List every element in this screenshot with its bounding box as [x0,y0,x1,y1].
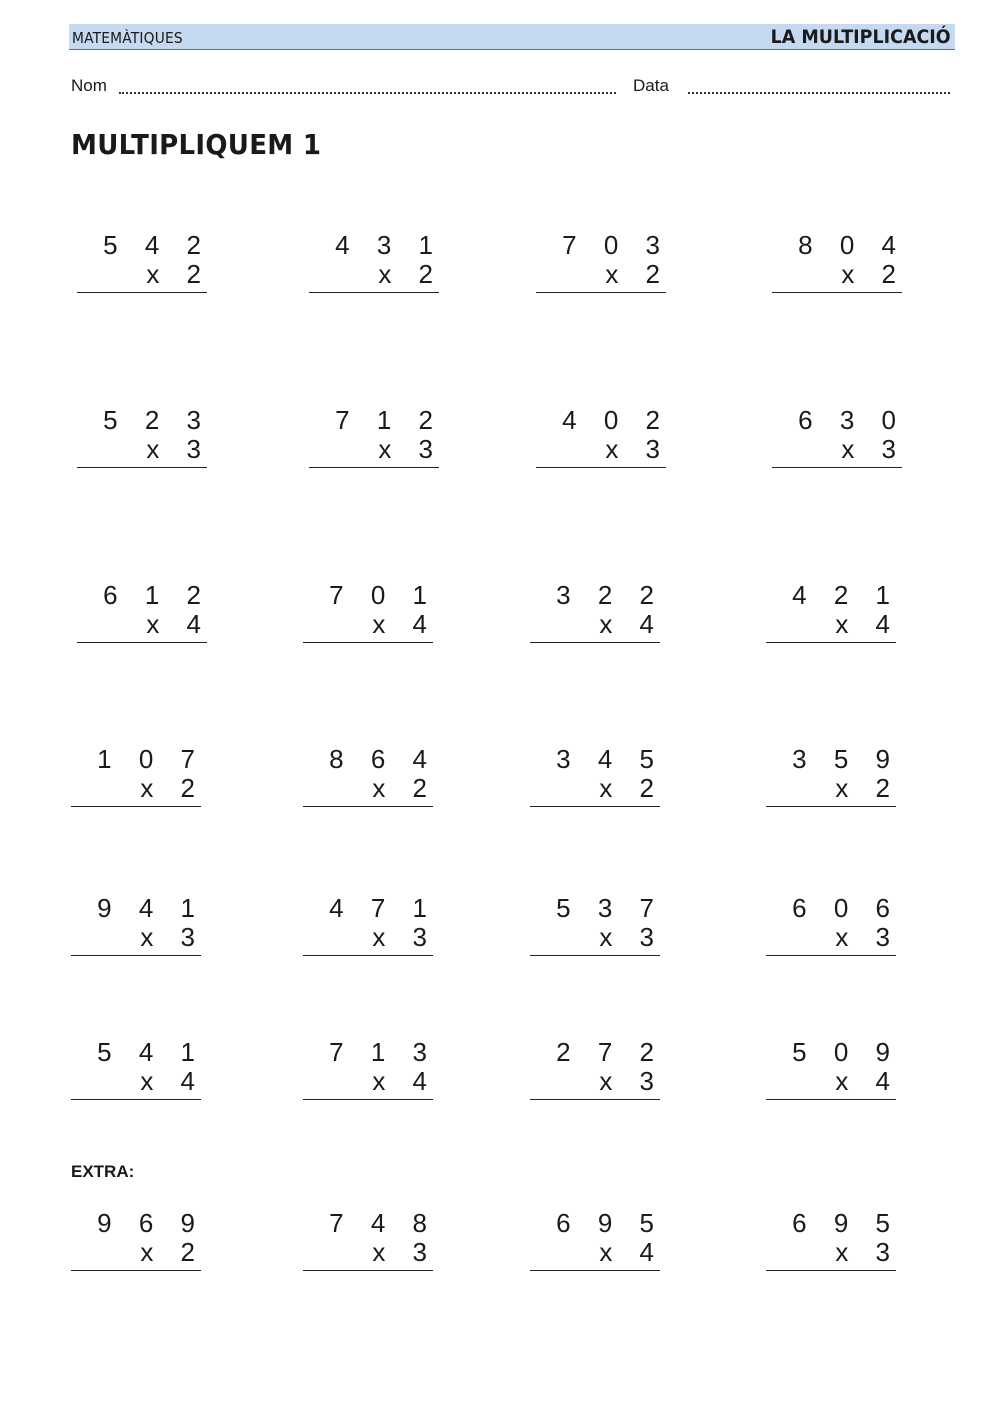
multiplication-problem [530,1208,664,1272]
multiplicand: 5 3 7 [556,893,664,923]
multiplier: x 3 [146,434,211,464]
multiplication-problem [530,744,664,808]
multiplication-problem [71,893,205,957]
multiplicand: 6 9 5 [792,1208,900,1238]
answer-line[interactable] [530,1270,660,1271]
multiplication-problem [766,893,900,957]
multiplier: x 2 [835,773,900,803]
answer-line[interactable] [303,1099,433,1100]
topic-label: LA MULTIPLICACIÓ [770,26,951,48]
answer-line[interactable] [530,642,660,643]
multiplier: x 4 [835,609,900,639]
multiplier: x 2 [146,259,211,289]
multiplication-problem [536,230,670,294]
answer-line[interactable] [772,292,902,293]
multiplicand: 7 4 8 [329,1208,437,1238]
multiplier: x 3 [599,922,664,952]
answer-line[interactable] [303,642,433,643]
multiplication-problem [303,1037,437,1101]
multiplier: x 3 [372,922,437,952]
date-label: Data [633,76,669,95]
multiplication-problem [766,1208,900,1272]
multiplicand: 8 0 4 [798,230,906,260]
multiplication-problem [303,580,437,644]
multiplier: x 3 [605,434,670,464]
multiplicand: 6 1 2 [103,580,211,610]
multiplicand: 2 7 2 [556,1037,664,1067]
multiplicand: 4 0 2 [562,405,670,435]
multiplication-problem [77,230,211,294]
multiplication-problem [766,580,900,644]
multiplicand: 7 0 1 [329,580,437,610]
multiplier: x 4 [599,1237,664,1267]
multiplicand: 7 1 2 [335,405,443,435]
multiplication-problem [71,1037,205,1101]
extra-label: EXTRA: [71,1162,135,1181]
multiplier: x 3 [599,1066,664,1096]
multiplier: x 2 [140,773,205,803]
answer-line[interactable] [766,1270,896,1271]
answer-line[interactable] [536,467,666,468]
header-bar [69,24,955,50]
multiplicand: 7 0 3 [562,230,670,260]
multiplicand: 1 0 7 [97,744,205,774]
multiplicand: 6 9 5 [556,1208,664,1238]
answer-line[interactable] [71,1099,201,1100]
answer-line[interactable] [71,955,201,956]
multiplicand: 4 7 1 [329,893,437,923]
answer-line[interactable] [71,806,201,807]
multiplication-problem [530,580,664,644]
multiplier: x 4 [599,609,664,639]
multiplication-problem [71,1208,205,1272]
multiplicand: 8 6 4 [329,744,437,774]
multiplication-problem [303,1208,437,1272]
answer-line[interactable] [536,292,666,293]
answer-line[interactable] [309,292,439,293]
multiplication-problem [536,405,670,469]
subject-label: MATEMÀTIQUES [72,29,183,47]
answer-line[interactable] [766,642,896,643]
answer-line[interactable] [303,806,433,807]
multiplication-problem [303,893,437,957]
multiplication-problem [766,744,900,808]
multiplier: x 4 [835,1066,900,1096]
multiplicand: 3 4 5 [556,744,664,774]
multiplicand: 4 3 1 [335,230,443,260]
multiplication-problem [772,230,906,294]
multiplicand: 7 1 3 [329,1037,437,1067]
multiplicand: 3 2 2 [556,580,664,610]
multiplier: x 4 [372,609,437,639]
multiplication-problem [309,230,443,294]
answer-line[interactable] [309,467,439,468]
multiplicand: 9 6 9 [97,1208,205,1238]
multiplier: x 3 [841,434,906,464]
multiplier: x 2 [372,773,437,803]
multiplicand: 6 3 0 [798,405,906,435]
multiplicand: 5 2 3 [103,405,211,435]
multiplier: x 3 [835,922,900,952]
multiplier: x 3 [372,1237,437,1267]
multiplicand: 3 5 9 [792,744,900,774]
answer-line[interactable] [303,1270,433,1271]
answer-line[interactable] [77,642,207,643]
answer-line[interactable] [71,1270,201,1271]
multiplication-problem [530,1037,664,1101]
multiplicand: 6 0 6 [792,893,900,923]
multiplier: x 2 [599,773,664,803]
multiplicand: 4 2 1 [792,580,900,610]
name-label: Nom [71,76,107,95]
answer-line[interactable] [766,1099,896,1100]
answer-line[interactable] [303,955,433,956]
answer-line[interactable] [530,806,660,807]
date-field[interactable] [688,92,950,94]
answer-line[interactable] [530,1099,660,1100]
multiplication-problem [71,744,205,808]
name-field[interactable] [119,92,616,94]
multiplier: x 2 [605,259,670,289]
multiplier: x 4 [140,1066,205,1096]
page-title: MULTIPLIQUEM 1 [71,128,322,161]
multiplicand: 5 4 1 [97,1037,205,1067]
multiplication-problem [530,893,664,957]
multiplier: x 2 [841,259,906,289]
multiplier: x 2 [378,259,443,289]
multiplier: x 3 [378,434,443,464]
multiplier: x 3 [140,922,205,952]
answer-line[interactable] [530,955,660,956]
answer-line[interactable] [77,292,207,293]
multiplier: x 3 [835,1237,900,1267]
multiplication-problem [303,744,437,808]
answer-line[interactable] [772,467,902,468]
answer-line[interactable] [77,467,207,468]
multiplicand: 5 0 9 [792,1037,900,1067]
multiplicand: 5 4 2 [103,230,211,260]
multiplicand: 9 4 1 [97,893,205,923]
multiplier: x 4 [372,1066,437,1096]
answer-line[interactable] [766,955,896,956]
multiplication-problem [772,405,906,469]
multiplication-problem [766,1037,900,1101]
answer-line[interactable] [766,806,896,807]
multiplier: x 4 [146,609,211,639]
multiplication-problem [77,580,211,644]
multiplication-problem [77,405,211,469]
multiplication-problem [309,405,443,469]
multiplier: x 2 [140,1237,205,1267]
